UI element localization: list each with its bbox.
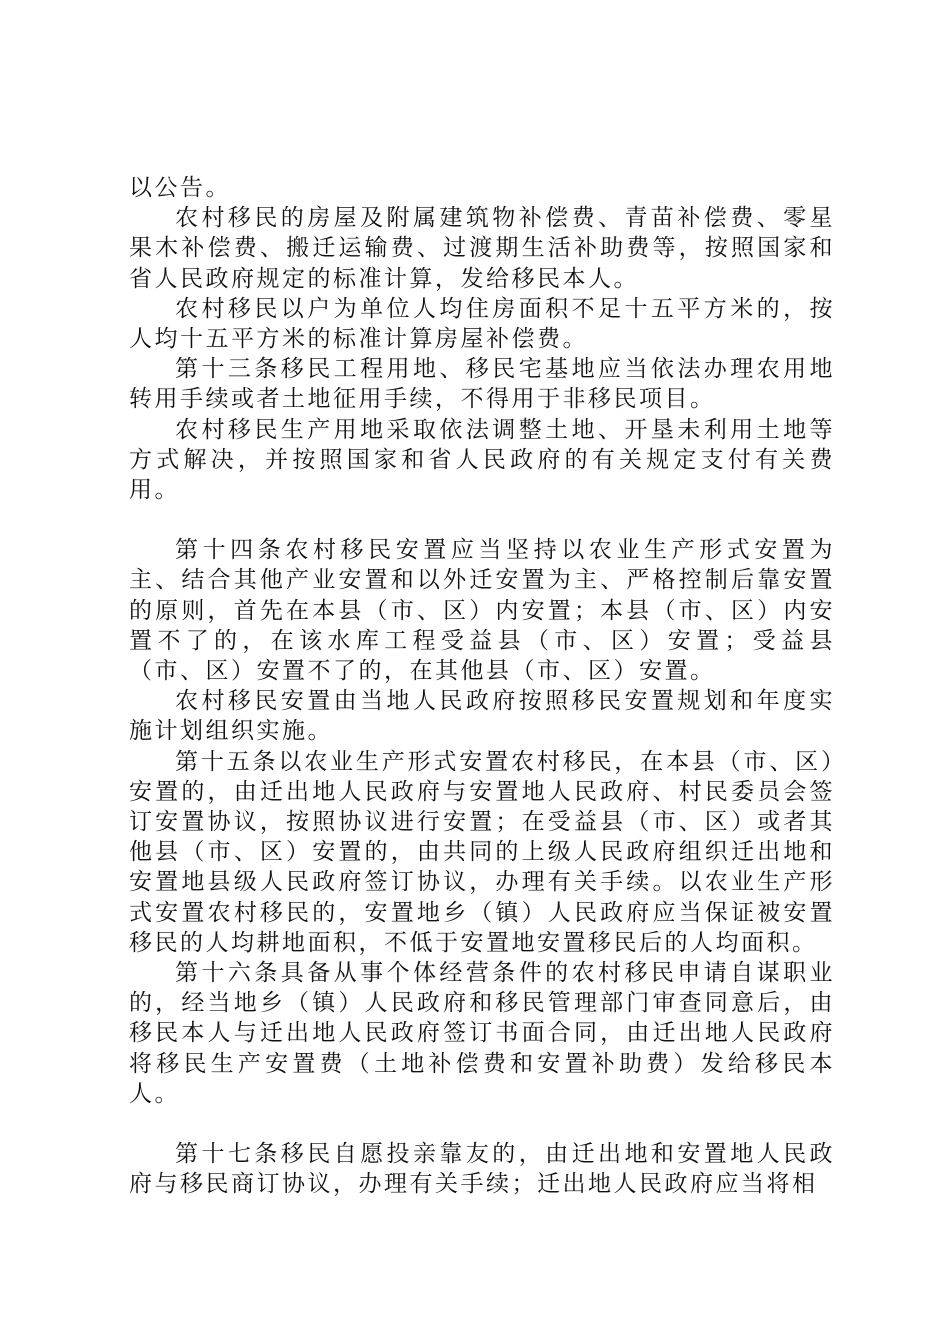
document-body xyxy=(129,173,835,1200)
paragraph-article-13: 第十三条移民工程用地、移民宅基地应当依法办理农用地转用手续或者土地征用手续，不得用于非移民项目。 xyxy=(129,356,835,413)
paragraph-production-land: 农村移民生产用地采取依法调整土地、开垦未利用土地等方式解决，并按照国家和省人民政府的有关规定支付有关费用。 xyxy=(129,416,835,504)
paragraph-article-14: 第十四条农村移民安置应当坚持以农业生产形式安置为主、结合其他产业安置和以外迁安置为主、严格控制后靠安置的原则，首先在本县（市、区）内安置；本县（市、区）内安置不了的，在该水库工程受益县（市、区）安置；受益县（市、区）安置不了的，在其他县（市、区）安置。 xyxy=(129,537,835,685)
paragraph-resettlement-implementation: 农村移民安置由当地人民政府按照移民安置规划和年度实施计划组织实施。 xyxy=(129,688,835,745)
paragraph-housing-area: 农村移民以户为单位人均住房面积不足十五平方米的，按人均十五平方米的标准计算房屋补偿费。 xyxy=(129,295,835,353)
paragraph-article-16: 第十六条具备从事个体经营条件的农村移民申请自谋职业的，经当地乡（镇）人民政府和移民管理部门审查同意后，由移民本人与迁出地人民政府签订书面合同，由迁出地人民政府将移民生产安置费（土地补偿费和安置补助费）发给移民本人。 xyxy=(129,960,835,1107)
paragraph-article-17: 第十七条移民自愿投亲靠友的，由迁出地和安置地人民政府与移民商订协议，办理有关手续；迁出地人民政府应当将相 xyxy=(129,1141,835,1198)
paragraph-announcement-tail: 以公告。 xyxy=(129,175,231,201)
paragraph-article-15: 第十五条以农业生产形式安置农村移民，在本县（市、区）安置的，由迁出地人民政府与安置地人民政府、村民委员会签订安置协议，按照协议进行安置；在受益县（市、区）或者其他县（市、区）安置的，由共同的上级人民政府组织迁出地和安置地县级人民政府签订协议，办理有关手续。以农业生产形式安置农村移民的，安置地乡（镇）人民政府应当保证被安置移民的人均耕地面积，不低于安置地安置移民后的人均面积。 xyxy=(129,748,835,956)
paragraph-gap xyxy=(129,505,835,535)
paragraph-gap xyxy=(129,1109,835,1139)
paragraph-housing-compensation: 农村移民的房屋及附属建筑物补偿费、青苗补偿费、零星果木补偿费、搬迁运输费、过渡期生活补助费等，按照国家和省人民政府规定的标准计算，发给移民本人。 xyxy=(129,205,835,292)
